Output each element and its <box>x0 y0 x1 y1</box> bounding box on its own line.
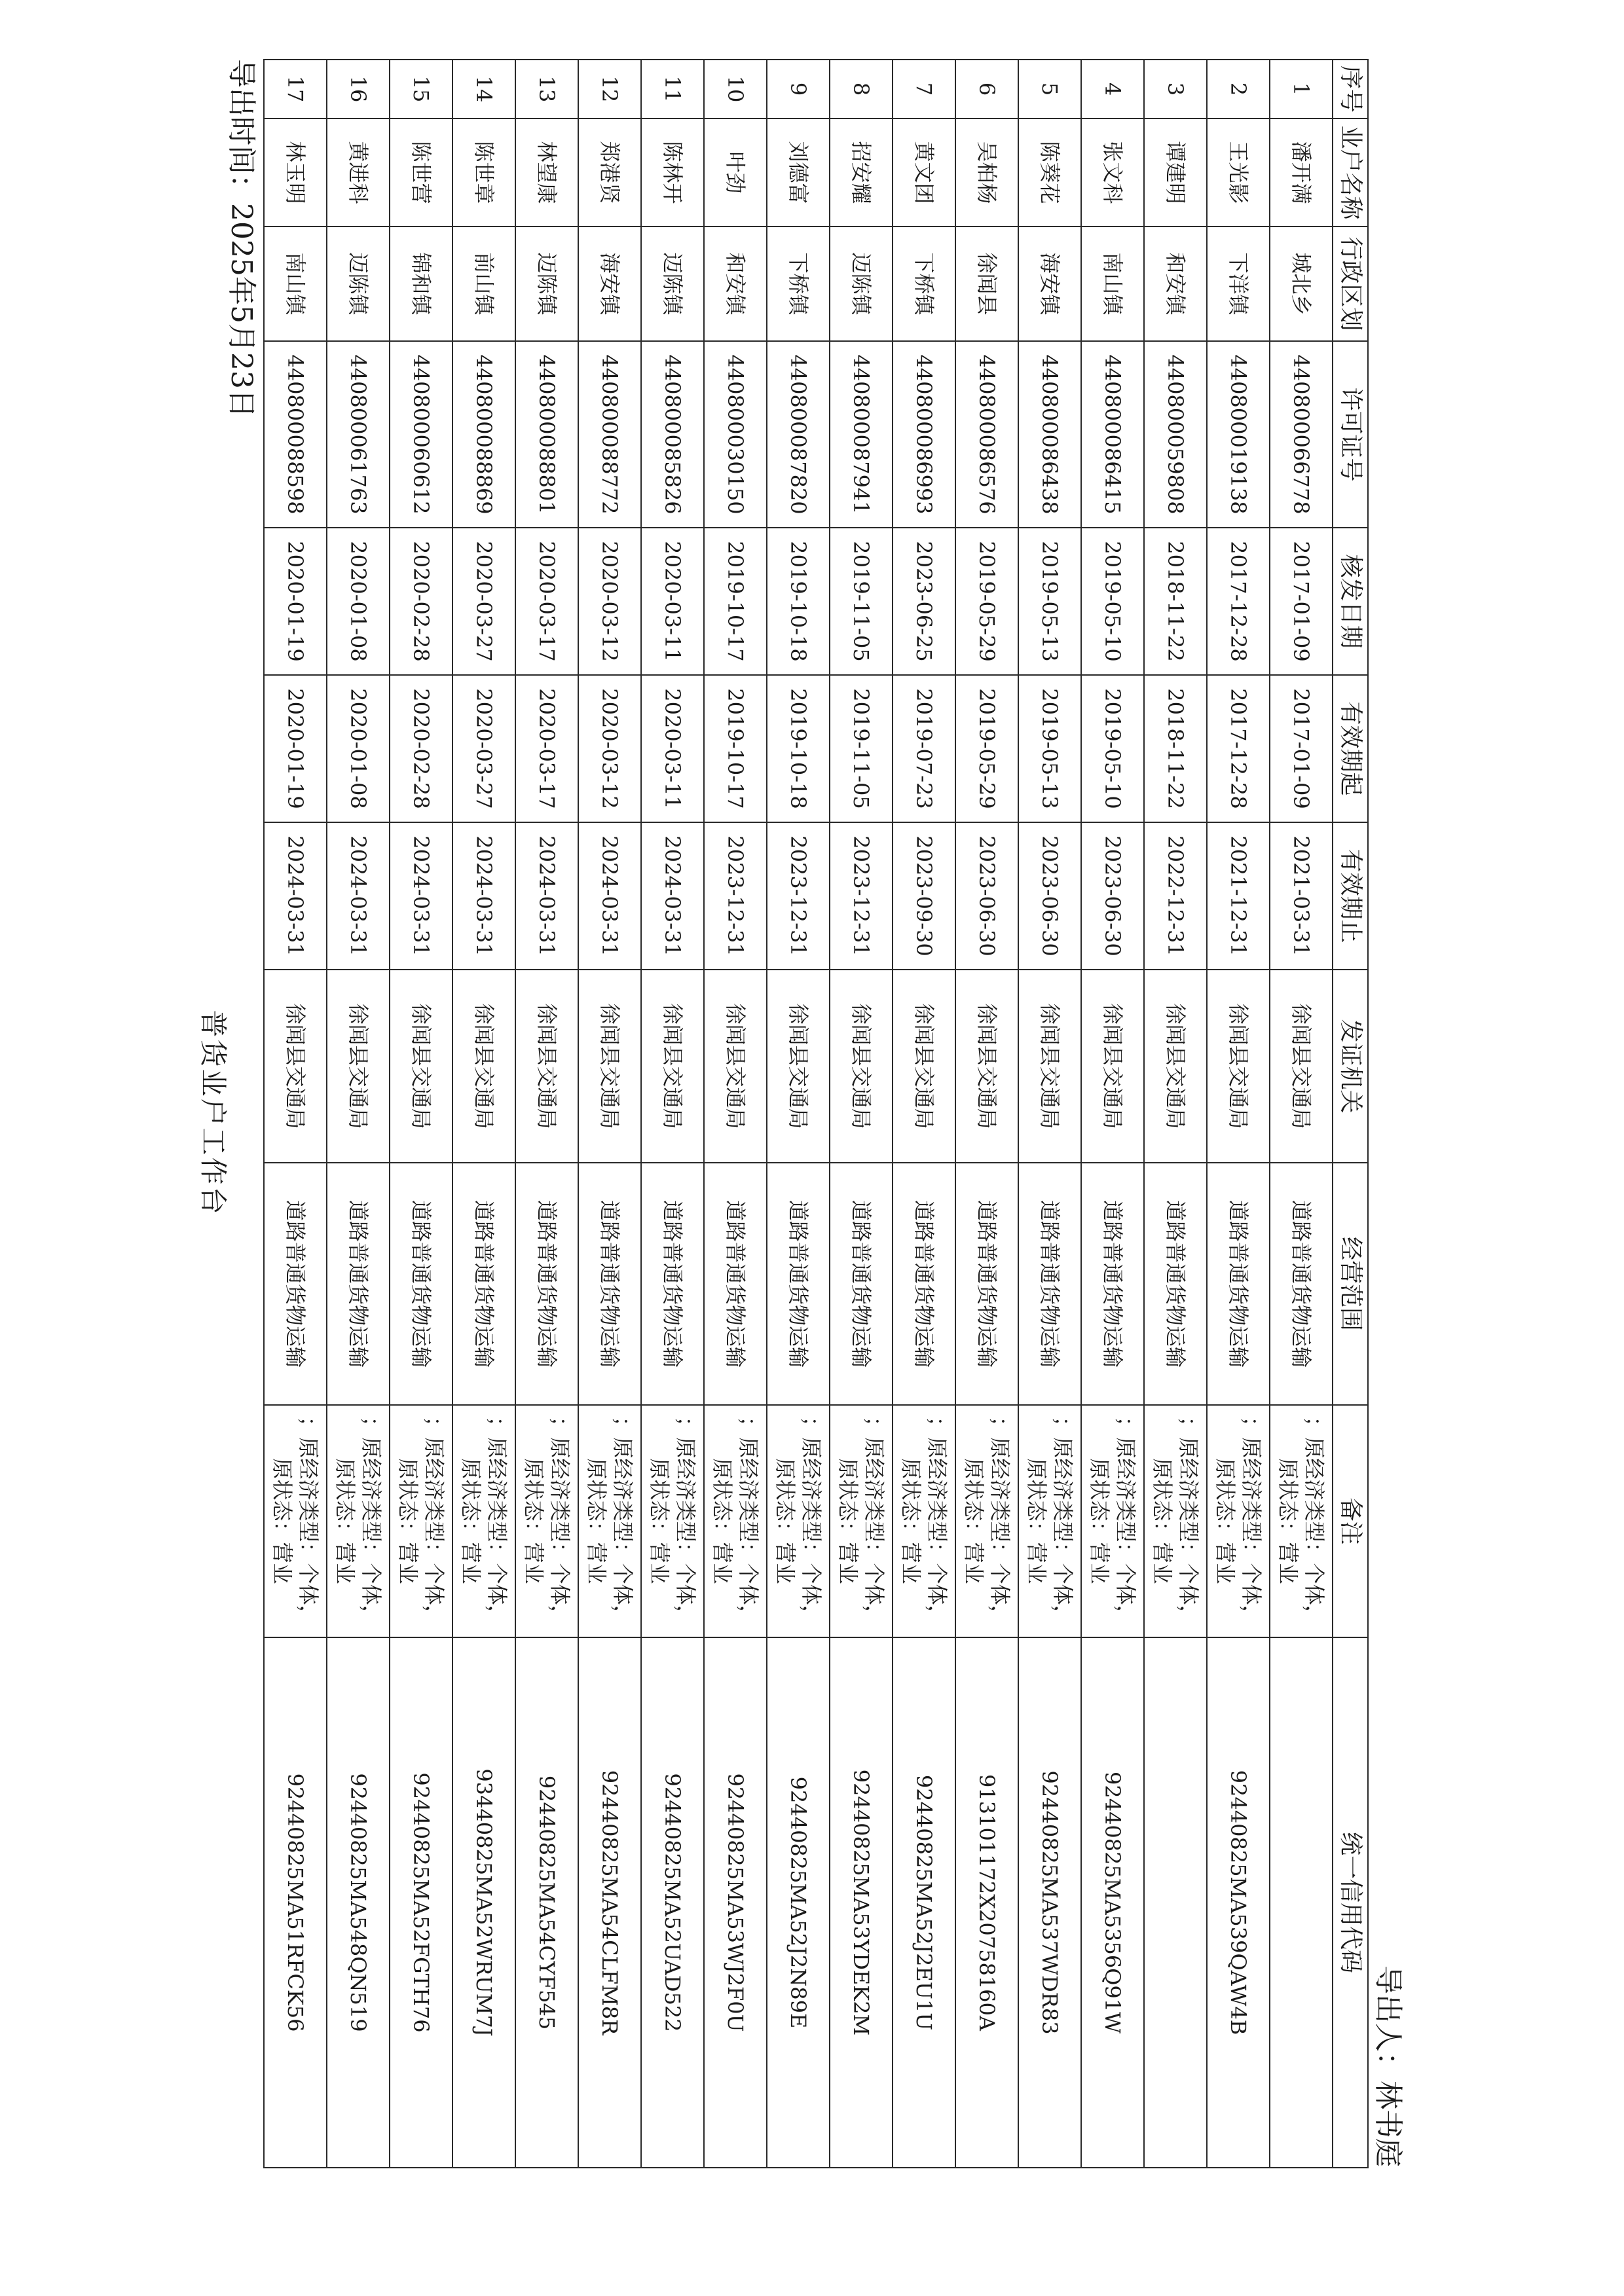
license-number-cell: 440800061763 <box>327 341 390 528</box>
row-index-cell: 15 <box>390 60 452 118</box>
issue-date-cell: 2020-03-12 <box>578 528 641 675</box>
issue-date-cell: 2020-01-08 <box>327 528 390 675</box>
credit-code-cell: 92440825MA5356Q91W <box>1081 1637 1144 2168</box>
row-index-cell: 11 <box>641 60 704 118</box>
valid-to-cell: 2023-09-30 <box>893 822 955 970</box>
row-index-cell: 10 <box>704 60 767 118</box>
column-header: 核发日期 <box>1333 528 1368 675</box>
valid-from-cell: 2020-03-12 <box>578 675 641 822</box>
issuing-authority-cell: 徐闻县交通局 <box>1144 970 1207 1163</box>
business-scope-cell: 道路普通货物运输 <box>893 1163 955 1405</box>
license-number-cell: 440800088869 <box>452 341 515 528</box>
issue-date-cell: 2020-03-27 <box>452 528 515 675</box>
row-index-cell: 1 <box>1270 60 1333 118</box>
business-scope-cell: 道路普通货物运输 <box>578 1163 641 1405</box>
credit-code-cell: 92440825MA52J2N89E <box>767 1637 830 2168</box>
table-row <box>641 60 704 2168</box>
business-name-cell: 刘德富 <box>767 118 830 227</box>
remark-cell: ；原经济类型：个体，原状态：营业 <box>578 1405 641 1637</box>
valid-to-cell: 2024-03-31 <box>452 822 515 970</box>
remark-cell: ；原经济类型：个体，原状态：营业 <box>641 1405 704 1637</box>
business-name-cell: 林望康 <box>515 118 578 227</box>
region-cell: 和安镇 <box>1144 227 1207 341</box>
remark-cell: ；原经济类型：个体，原状态：营业 <box>1144 1405 1207 1637</box>
region-cell: 下桥镇 <box>767 227 830 341</box>
credit-code-cell: 92440825MA53WJ2F0U <box>704 1637 767 2168</box>
column-header: 备注 <box>1333 1405 1368 1637</box>
issue-date-cell: 2017-01-09 <box>1270 528 1333 675</box>
region-cell: 徐闻县 <box>955 227 1018 341</box>
business-scope-cell: 道路普通货物运输 <box>1081 1163 1144 1405</box>
business-name-cell: 陈世章 <box>452 118 515 227</box>
row-index-cell: 16 <box>327 60 390 118</box>
valid-to-cell: 2023-06-30 <box>955 822 1018 970</box>
issuing-authority-cell: 徐闻县交通局 <box>578 970 641 1163</box>
issuing-authority-cell: 徐闻县交通局 <box>515 970 578 1163</box>
issue-date-cell: 2020-02-28 <box>390 528 452 675</box>
column-header: 统一信用代码 <box>1333 1637 1368 2168</box>
column-header: 序号 <box>1333 60 1368 118</box>
license-number-cell: 440800085826 <box>641 341 704 528</box>
business-scope-cell: 道路普通货物运输 <box>390 1163 452 1405</box>
business-scope-cell: 道路普通货物运输 <box>264 1163 327 1405</box>
business-name-cell: 叶劲 <box>704 118 767 227</box>
business-name-cell: 陈葵花 <box>1018 118 1081 227</box>
issue-date-cell: 2019-05-10 <box>1081 528 1144 675</box>
issuing-authority-cell: 徐闻县交通局 <box>452 970 515 1163</box>
issue-date-cell: 2017-12-28 <box>1207 528 1270 675</box>
table-row <box>955 60 1018 2168</box>
remark-cell: ；原经济类型：个体，原状态：营业 <box>452 1405 515 1637</box>
credit-code-cell: 92440825MA52J2EU1U <box>893 1637 955 2168</box>
issue-date-cell: 2018-11-22 <box>1144 528 1207 675</box>
issue-date-cell: 2019-05-13 <box>1018 528 1081 675</box>
business-name-cell: 陈林开 <box>641 118 704 227</box>
valid-from-cell: 2020-01-19 <box>264 675 327 822</box>
table-row <box>704 60 767 2168</box>
region-cell: 锦和镇 <box>390 227 452 341</box>
row-index-cell: 9 <box>767 60 830 118</box>
valid-from-cell: 2019-07-23 <box>893 675 955 822</box>
business-scope-cell: 道路普通货物运输 <box>1144 1163 1207 1405</box>
issuing-authority-cell: 徐闻县交通局 <box>830 970 893 1163</box>
license-number-cell: 440800087941 <box>830 341 893 528</box>
business-scope-cell: 道路普通货物运输 <box>515 1163 578 1405</box>
license-number-cell: 440800030150 <box>704 341 767 528</box>
table-row <box>515 60 578 2168</box>
business-name-cell: 吴柏杨 <box>955 118 1018 227</box>
valid-to-cell: 2021-12-31 <box>1207 822 1270 970</box>
row-index-cell: 14 <box>452 60 515 118</box>
license-number-cell: 440800066778 <box>1270 341 1333 528</box>
business-table <box>263 59 1369 2168</box>
exporter: 导出人：林书庭 <box>1371 1965 1405 2167</box>
valid-to-cell: 2024-03-31 <box>578 822 641 970</box>
issuing-authority-cell: 徐闻县交通局 <box>704 970 767 1163</box>
remark-cell: ；原经济类型：个体，原状态：营业 <box>264 1405 327 1637</box>
region-cell: 城北乡 <box>1270 227 1333 341</box>
remark-cell: ；原经济类型：个体，原状态：营业 <box>704 1405 767 1637</box>
business-name-cell: 林玉明 <box>264 118 327 227</box>
remark-cell: ；原经济类型：个体，原状态：营业 <box>1081 1405 1144 1637</box>
region-cell: 迈陈镇 <box>327 227 390 341</box>
valid-from-cell: 2017-12-28 <box>1207 675 1270 822</box>
table-row <box>1144 60 1207 2168</box>
issuing-authority-cell: 徐闻县交通局 <box>767 970 830 1163</box>
remark-cell: ；原经济类型：个体，原状态：营业 <box>1018 1405 1081 1637</box>
credit-code-cell: 92440825MA54CLFM8R <box>578 1637 641 2168</box>
region-cell: 南山镇 <box>264 227 327 341</box>
table-header-row <box>1333 60 1368 2168</box>
license-number-cell: 440800088801 <box>515 341 578 528</box>
table-row <box>327 60 390 2168</box>
business-scope-cell: 道路普通货物运输 <box>1270 1163 1333 1405</box>
page-title: 普货业户工作台 <box>197 1010 229 1216</box>
valid-to-cell: 2023-12-31 <box>830 822 893 970</box>
credit-code-cell <box>1144 1637 1207 2168</box>
license-number-cell: 440800087820 <box>767 341 830 528</box>
business-name-cell: 潘开满 <box>1270 118 1333 227</box>
license-number-cell: 440800088598 <box>264 341 327 528</box>
valid-to-cell: 2023-12-31 <box>704 822 767 970</box>
business-scope-cell: 道路普通货物运输 <box>452 1163 515 1405</box>
issue-date-cell: 2020-01-19 <box>264 528 327 675</box>
document-sheet <box>197 59 1408 2167</box>
issue-date-cell: 2023-06-25 <box>893 528 955 675</box>
business-scope-cell: 道路普通货物运输 <box>704 1163 767 1405</box>
business-name-cell: 谭建明 <box>1144 118 1207 227</box>
issue-date-cell: 2019-10-18 <box>767 528 830 675</box>
credit-code-cell: 92440825MA53YDEK2M <box>830 1637 893 2168</box>
issuing-authority-cell: 徐闻县交通局 <box>264 970 327 1163</box>
region-cell: 下桥镇 <box>893 227 955 341</box>
valid-from-cell: 2020-01-08 <box>327 675 390 822</box>
table-row <box>1081 60 1144 2168</box>
row-index-cell: 2 <box>1207 60 1270 118</box>
issue-date-cell: 2019-10-17 <box>704 528 767 675</box>
column-header: 业户名称 <box>1333 118 1368 227</box>
business-name-cell: 郑港贤 <box>578 118 641 227</box>
business-scope-cell: 道路普通货物运输 <box>830 1163 893 1405</box>
license-number-cell: 440800086415 <box>1081 341 1144 528</box>
remark-cell: ；原经济类型：个体，原状态：营业 <box>390 1405 452 1637</box>
credit-code-cell: 92440825MA54CYF545 <box>515 1637 578 2168</box>
table-row <box>1018 60 1081 2168</box>
license-number-cell: 440800086993 <box>893 341 955 528</box>
remark-cell: ；原经济类型：个体，原状态：营业 <box>767 1405 830 1637</box>
column-header: 许可证号 <box>1333 341 1368 528</box>
credit-code-cell: 913101172X20758160A <box>955 1637 1018 2168</box>
valid-to-cell: 2024-03-31 <box>264 822 327 970</box>
remark-cell: ；原经济类型：个体，原状态：营业 <box>830 1405 893 1637</box>
business-scope-cell: 道路普通货物运输 <box>1018 1163 1081 1405</box>
region-cell: 和安镇 <box>704 227 767 341</box>
business-name-cell: 王光影 <box>1207 118 1270 227</box>
valid-to-cell: 2024-03-31 <box>327 822 390 970</box>
license-number-cell: 440800060612 <box>390 341 452 528</box>
region-cell: 迈陈镇 <box>515 227 578 341</box>
credit-code-cell: 92440825MA539QAW4B <box>1207 1637 1270 2168</box>
table-row <box>767 60 830 2168</box>
table-row <box>1270 60 1333 2168</box>
valid-from-cell: 2019-10-17 <box>704 675 767 822</box>
valid-from-cell: 2019-05-10 <box>1081 675 1144 822</box>
row-index-cell: 5 <box>1018 60 1081 118</box>
valid-to-cell: 2023-06-30 <box>1081 822 1144 970</box>
issuing-authority-cell: 徐闻县交通局 <box>955 970 1018 1163</box>
business-name-cell: 招安耀 <box>830 118 893 227</box>
issue-date-cell: 2020-03-17 <box>515 528 578 675</box>
business-scope-cell: 道路普通货物运输 <box>955 1163 1018 1405</box>
business-scope-cell: 道路普通货物运输 <box>767 1163 830 1405</box>
license-number-cell: 440800019138 <box>1207 341 1270 528</box>
column-header: 经营范围 <box>1333 1163 1368 1405</box>
valid-from-cell: 2020-03-17 <box>515 675 578 822</box>
valid-from-cell: 2020-02-28 <box>390 675 452 822</box>
table-row <box>830 60 893 2168</box>
license-number-cell: 440800059808 <box>1144 341 1207 528</box>
valid-to-cell: 2024-03-31 <box>390 822 452 970</box>
issuing-authority-cell: 徐闻县交通局 <box>1018 970 1081 1163</box>
valid-from-cell: 2019-05-13 <box>1018 675 1081 822</box>
business-name-cell: 黄文团 <box>893 118 955 227</box>
column-header: 发证机关 <box>1333 970 1368 1163</box>
valid-to-cell: 2024-03-31 <box>515 822 578 970</box>
issuing-authority-cell: 徐闻县交通局 <box>390 970 452 1163</box>
business-scope-cell: 道路普通货物运输 <box>641 1163 704 1405</box>
issuing-authority-cell: 徐闻县交通局 <box>1207 970 1270 1163</box>
business-name-cell: 陈世营 <box>390 118 452 227</box>
credit-code-cell <box>1270 1637 1333 2168</box>
credit-code-cell: 92440825MA537WDR83 <box>1018 1637 1081 2168</box>
row-index-cell: 13 <box>515 60 578 118</box>
remark-cell: ；原经济类型：个体，原状态：营业 <box>955 1405 1018 1637</box>
remark-cell: ；原经济类型：个体，原状态：营业 <box>327 1405 390 1637</box>
valid-from-cell: 2019-10-18 <box>767 675 830 822</box>
valid-from-cell: 2020-03-11 <box>641 675 704 822</box>
row-index-cell: 6 <box>955 60 1018 118</box>
row-index-cell: 7 <box>893 60 955 118</box>
region-cell: 前山镇 <box>452 227 515 341</box>
credit-code-cell: 92440825MA51RFCK56 <box>264 1637 327 2168</box>
valid-from-cell: 2017-01-09 <box>1270 675 1333 822</box>
remark-cell: ；原经济类型：个体，原状态：营业 <box>515 1405 578 1637</box>
table-row <box>390 60 452 2168</box>
region-cell: 南山镇 <box>1081 227 1144 341</box>
credit-code-cell: 93440825MA52WRUM7J <box>452 1637 515 2168</box>
row-index-cell: 3 <box>1144 60 1207 118</box>
region-cell: 迈陈镇 <box>641 227 704 341</box>
business-scope-cell: 道路普通货物运输 <box>327 1163 390 1405</box>
license-number-cell: 440800088772 <box>578 341 641 528</box>
valid-from-cell: 2018-11-22 <box>1144 675 1207 822</box>
remark-cell: ；原经济类型：个体，原状态：营业 <box>1270 1405 1333 1637</box>
business-scope-cell: 道路普通货物运输 <box>1207 1163 1270 1405</box>
export-time: 导出时间：2025年5月23日 <box>225 59 258 418</box>
remark-cell: ；原经济类型：个体，原状态：营业 <box>1207 1405 1270 1637</box>
region-cell: 海安镇 <box>578 227 641 341</box>
region-cell: 海安镇 <box>1018 227 1081 341</box>
business-name-cell: 黄进科 <box>327 118 390 227</box>
table-row <box>452 60 515 2168</box>
valid-to-cell: 2023-12-31 <box>767 822 830 970</box>
table-row <box>578 60 641 2168</box>
issue-date-cell: 2019-05-29 <box>955 528 1018 675</box>
credit-code-cell: 92440825MA52FGTH76 <box>390 1637 452 2168</box>
issuing-authority-cell: 徐闻县交通局 <box>327 970 390 1163</box>
row-index-cell: 17 <box>264 60 327 118</box>
column-header: 有效期止 <box>1333 822 1368 970</box>
column-header: 行政区划 <box>1333 227 1368 341</box>
table-row <box>893 60 955 2168</box>
valid-to-cell: 2024-03-31 <box>641 822 704 970</box>
issue-date-cell: 2019-11-05 <box>830 528 893 675</box>
issuing-authority-cell: 徐闻县交通局 <box>641 970 704 1163</box>
row-index-cell: 12 <box>578 60 641 118</box>
column-header: 有效期起 <box>1333 675 1368 822</box>
table-body <box>264 60 1333 2168</box>
credit-code-cell: 92440825MA52UAD522 <box>641 1637 704 2168</box>
table-row <box>264 60 327 2168</box>
issuing-authority-cell: 徐闻县交通局 <box>1270 970 1333 1163</box>
issue-date-cell: 2020-03-11 <box>641 528 704 675</box>
business-name-cell: 张文科 <box>1081 118 1144 227</box>
region-cell: 迈陈镇 <box>830 227 893 341</box>
issuing-authority-cell: 徐闻县交通局 <box>1081 970 1144 1163</box>
license-number-cell: 440800086438 <box>1018 341 1081 528</box>
valid-from-cell: 2019-11-05 <box>830 675 893 822</box>
issuing-authority-cell: 徐闻县交通局 <box>893 970 955 1163</box>
valid-from-cell: 2019-05-29 <box>955 675 1018 822</box>
valid-to-cell: 2023-06-30 <box>1018 822 1081 970</box>
credit-code-cell: 92440825MA548QN519 <box>327 1637 390 2168</box>
table-row <box>1207 60 1270 2168</box>
row-index-cell: 4 <box>1081 60 1144 118</box>
valid-from-cell: 2020-03-27 <box>452 675 515 822</box>
remark-cell: ；原经济类型：个体，原状态：营业 <box>893 1405 955 1637</box>
region-cell: 下洋镇 <box>1207 227 1270 341</box>
valid-to-cell: 2022-12-31 <box>1144 822 1207 970</box>
row-index-cell: 8 <box>830 60 893 118</box>
valid-to-cell: 2021-03-31 <box>1270 822 1333 970</box>
license-number-cell: 440800086576 <box>955 341 1018 528</box>
